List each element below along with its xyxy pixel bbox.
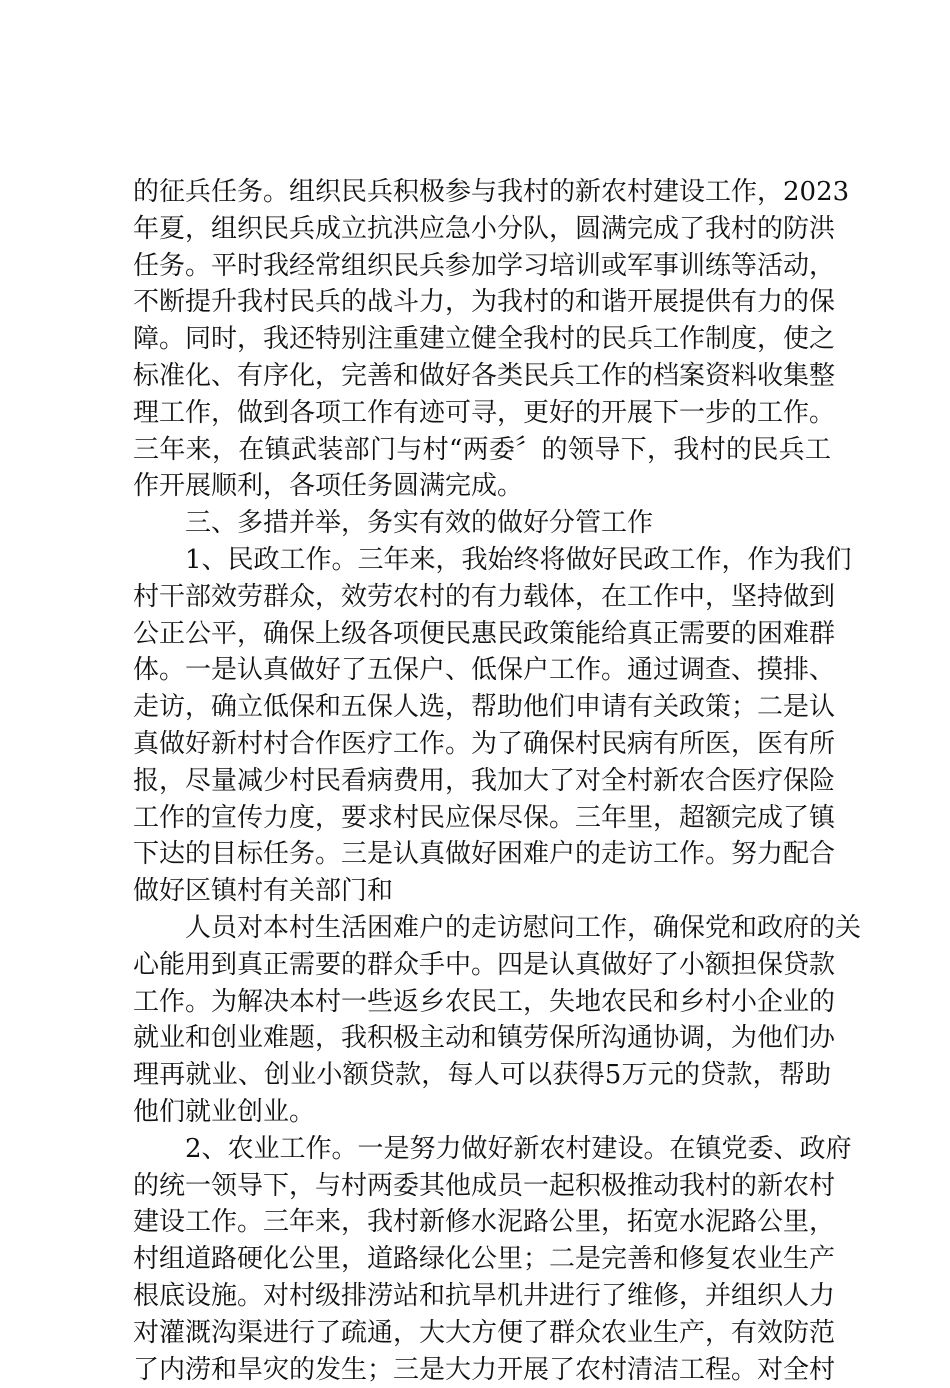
text-line: 根底设施。对村级排涝站和抗旱机井进行了维修，并组织人力 <box>133 1278 831 1315</box>
text-line: 1、民政工作。三年来，我始终将做好民政工作，作为我们 <box>133 542 831 579</box>
text-line: 公正公平，确保上级各项便民惠民政策能给真正需要的困难群 <box>133 616 831 653</box>
document-body <box>133 174 831 1388</box>
text-line: 报，尽量减少村民看病费用，我加大了对全村新农合医疗保险 <box>133 763 831 800</box>
text-line: 对灌溉沟渠进行了疏通，大大方便了群众农业生产，有效防范 <box>133 1315 831 1352</box>
text-line: 三年来，在镇武装部门与村“两委〞的领导下，我村的民兵工 <box>133 432 831 469</box>
section-heading: 三、多措并举，务实有效的做好分管工作 <box>133 505 831 542</box>
text-line: 的征兵任务。组织民兵积极参与我村的新农村建设工作，2023 <box>133 174 831 211</box>
text-line: 理再就业、创业小额贷款，每人可以获得5万元的贷款，帮助 <box>133 1057 831 1094</box>
text-line: 心能用到真正需要的群众手中。四是认真做好了小额担保贷款 <box>133 947 831 984</box>
text-line: 下达的目标任务。三是认真做好困难户的走访工作。努力配合 <box>133 836 831 873</box>
text-line: 村干部效劳群众，效劳农村的有力载体，在工作中，坚持做到 <box>133 579 831 616</box>
text-line: 工作。为解决本村一些返乡农民工，失地农民和乡村小企业的 <box>133 984 831 1021</box>
text-line: 他们就业创业。 <box>133 1094 831 1131</box>
text-line: 障。同时，我还特别注重建立健全我村的民兵工作制度，使之 <box>133 321 831 358</box>
text-line: 走访，确立低保和五保人选，帮助他们申请有关政策；二是认 <box>133 689 831 726</box>
text-line: 的统一领导下，与村两委其他成员一起积极推动我村的新农村 <box>133 1168 831 1205</box>
text-line: 建设工作。三年来，我村新修水泥路公里，拓宽水泥路公里， <box>133 1204 831 1241</box>
text-line: 了内涝和旱灾的发生；三是大力开展了农村清洁工程。对全村 <box>133 1352 831 1388</box>
text-line: 就业和创业难题，我积极主动和镇劳保所沟通协调，为他们办 <box>133 1020 831 1057</box>
text-line: 体。一是认真做好了五保户、低保户工作。通过调查、摸排、 <box>133 652 831 689</box>
text-line: 任务。平时我经常组织民兵参加学习培训或军事训练等活动， <box>133 248 831 285</box>
text-line: 年夏，组织民兵成立抗洪应急小分队，圆满完成了我村的防洪 <box>133 211 831 248</box>
text-line: 真做好新村村合作医疗工作。为了确保村民病有所医，医有所 <box>133 726 831 763</box>
text-line: 2、农业工作。一是努力做好新农村建设。在镇党委、政府 <box>133 1131 831 1168</box>
text-line: 不断提升我村民兵的战斗力，为我村的和谐开展提供有力的保 <box>133 284 831 321</box>
text-line: 做好区镇村有关部门和 <box>133 873 831 910</box>
text-line: 标准化、有序化，完善和做好各类民兵工作的档案资料收集整 <box>133 358 831 395</box>
text-line: 村组道路硬化公里，道路绿化公里；二是完善和修复农业生产 <box>133 1241 831 1278</box>
text-line: 作开展顺利，各项任务圆满完成。 <box>133 468 831 505</box>
text-line: 工作的宣传力度，要求村民应保尽保。三年里，超额完成了镇 <box>133 800 831 837</box>
text-line: 理工作，做到各项工作有迹可寻，更好的开展下一步的工作。 <box>133 395 831 432</box>
text-line: 人员对本村生活困难户的走访慰问工作，确保党和政府的关 <box>133 910 831 947</box>
